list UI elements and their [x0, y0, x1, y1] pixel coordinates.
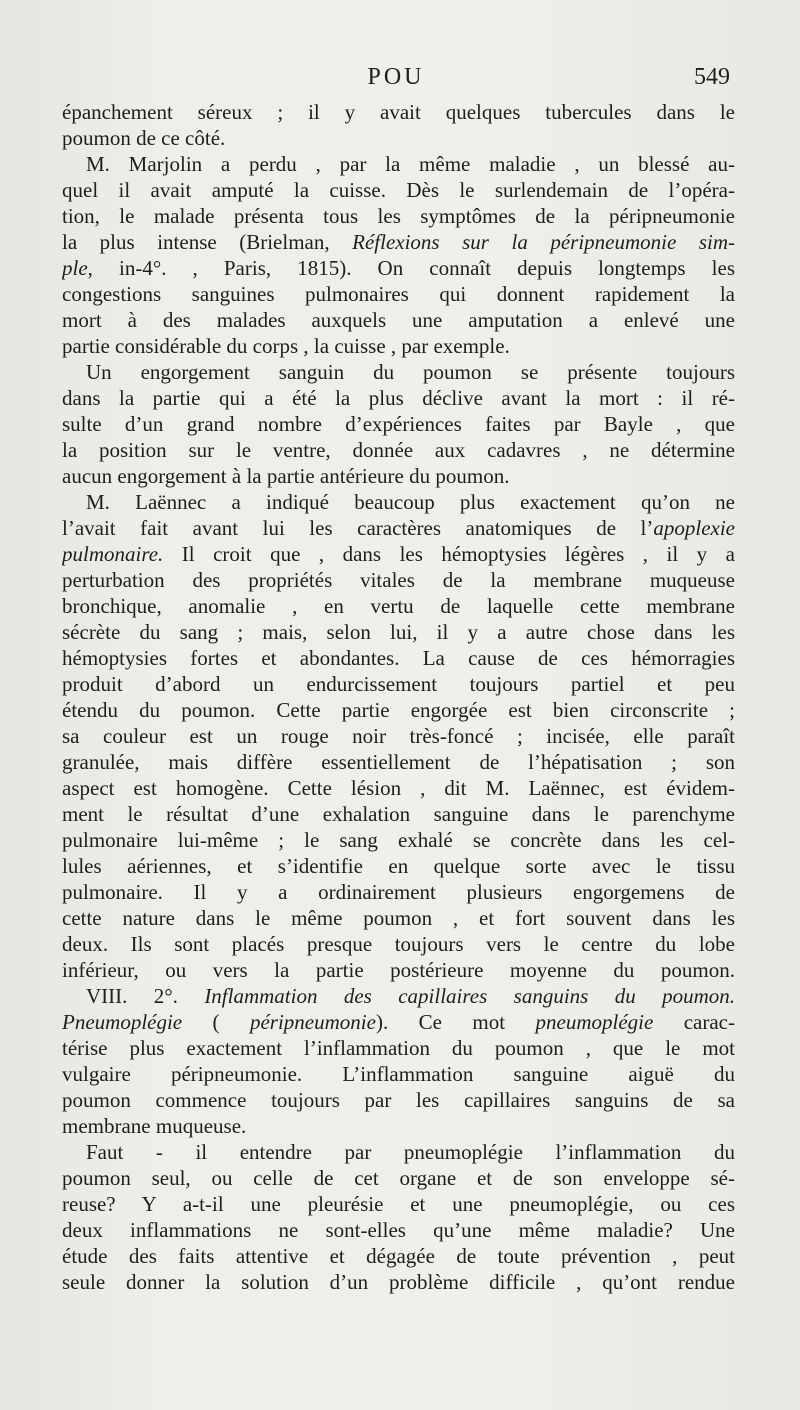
text-line	[62, 99, 735, 125]
italic-text: ple	[62, 256, 88, 280]
text-line	[62, 619, 735, 645]
text-line	[62, 775, 735, 801]
text-segment: étude des faits attentive et dégagée de toute prévention , peut	[62, 1244, 735, 1268]
italic-text: Pneumoplégie	[62, 1010, 183, 1034]
text-line	[62, 749, 735, 775]
text-segment: aucun engorgement à la partie antérieure du poumon.	[62, 464, 510, 488]
text-segment: poumon commence toujours par les capillaires sanguins de sa	[62, 1088, 735, 1112]
text-segment: perturbation des propriétés vitales de la membrane muqueuse	[62, 568, 735, 592]
text-line	[62, 333, 735, 359]
text-segment: épanchement séreux ; il y avait quelques tubercules dans le	[62, 100, 735, 124]
text-segment: quel il avait amputé la cuisse. Dès le surlendemain de l’opéra-	[62, 178, 735, 202]
text-line	[62, 255, 735, 281]
text-segment: la plus intense (Brielman,	[62, 230, 353, 254]
body-text	[62, 99, 735, 1295]
text-segment: tion, le malade présenta tous les symptômes de la péripneumonie	[62, 204, 735, 228]
italic-text: pneumoplégie	[535, 1010, 654, 1034]
text-segment: hémoptysies fortes et abondantes. La cause de ces hémorragies	[62, 646, 735, 670]
text-line	[62, 1009, 735, 1035]
text-line	[62, 983, 735, 1009]
text-line	[62, 1035, 735, 1061]
italic-text: apoplexie	[653, 516, 735, 540]
page-number: 549	[694, 64, 730, 90]
text-line	[62, 723, 735, 749]
text-line	[62, 1087, 735, 1113]
text-line	[62, 879, 735, 905]
running-head: POU	[367, 64, 425, 90]
text-line	[62, 1113, 735, 1139]
italic-text: Réflexions sur la péripneumonie sim-	[352, 230, 735, 254]
text-segment: VIII. 2°.	[86, 984, 205, 1008]
text-segment: aspect est homogène. Cette lésion , dit M. Laënnec, est évidem-	[62, 776, 735, 800]
text-line	[62, 1139, 735, 1165]
text-line	[62, 515, 735, 541]
text-segment: carac-	[653, 1010, 735, 1034]
text-line	[62, 359, 735, 385]
italic-text: pulmonaire.	[62, 542, 164, 566]
text-segment: Un engorgement sanguin du poumon se présente toujours	[86, 360, 735, 384]
text-segment: poumon de ce côté.	[62, 126, 226, 150]
text-segment: congestions sanguines pulmonaires qui donnent rapidement la	[62, 282, 735, 306]
text-segment: mort à des malades auxquels une amputation a enlevé une	[62, 308, 735, 332]
text-segment: bronchique, anomalie , en vertu de laquelle cette membrane	[62, 594, 735, 618]
text-segment: térise plus exactement l’inflammation du poumon , que le mot	[62, 1036, 735, 1060]
text-segment: pulmonaire lui-même ; le sang exhalé se concrète dans les cel-	[62, 828, 735, 852]
text-segment: poumon seul, ou celle de cet organe et de son enveloppe sé-	[62, 1166, 735, 1190]
text-line	[62, 671, 735, 697]
text-segment: granulée, mais diffère essentiellement de l’hépatisation ; son	[62, 750, 735, 774]
text-line	[62, 1269, 735, 1295]
text-segment: cette nature dans le même poumon , et fort souvent dans les	[62, 906, 735, 930]
text-line	[62, 567, 735, 593]
text-line	[62, 203, 735, 229]
text-segment: sécrète du sang ; mais, selon lui, il y a autre chose dans les	[62, 620, 735, 644]
text-line	[62, 853, 735, 879]
italic-text: Inflammation des capillaires sanguins du poumon.	[204, 984, 735, 1008]
text-segment: ment le résultat d’une exhalation sanguine dans le parenchyme	[62, 802, 735, 826]
text-segment: (	[182, 1010, 250, 1034]
text-segment: M. Marjolin a perdu , par la même maladie , un blessé au-	[86, 152, 735, 176]
text-segment: produit d’abord un endurcissement toujours partiel et peu	[62, 672, 735, 696]
text-segment: sa couleur est un rouge noir très-foncé ; incisée, elle paraît	[62, 724, 735, 748]
text-line	[62, 385, 735, 411]
text-line	[62, 801, 735, 827]
text-line	[62, 593, 735, 619]
text-segment: vulgaire péripneumonie. L’inflammation sanguine aiguë du	[62, 1062, 735, 1086]
text-segment: reuse? Y a-t-il une pleurésie et une pneumoplégie, ou ces	[62, 1192, 735, 1216]
text-line	[62, 541, 735, 567]
text-line	[62, 1191, 735, 1217]
text-line	[62, 281, 735, 307]
text-segment: lules aériennes, et s’identifie en quelque sorte avec le tissu	[62, 854, 735, 878]
text-segment: l’avait fait avant lui les caractères anatomiques de l’	[62, 516, 654, 540]
text-segment: membrane muqueuse.	[62, 1114, 247, 1138]
text-line	[62, 697, 735, 723]
text-segment: seule donner la solution d’un problème difficile , qu’ont rendue	[62, 1270, 735, 1294]
text-segment: sulte d’un grand nombre d’expériences faites par Bayle , que	[62, 412, 735, 436]
text-segment: inférieur, ou vers la partie postérieure moyenne du poumon.	[62, 958, 735, 982]
text-segment: , in-4°. , Paris, 1815). On connaît depuis longtemps les	[87, 256, 735, 280]
text-line	[62, 463, 735, 489]
italic-text: péripneumonie	[249, 1010, 376, 1034]
text-segment: étendu du poumon. Cette partie engorgée est bien circonscrite ;	[62, 698, 735, 722]
text-segment: ). Ce mot	[375, 1010, 536, 1034]
text-line	[62, 957, 735, 983]
text-line	[62, 905, 735, 931]
text-segment: dans la partie qui a été la plus déclive avant la mort : il ré-	[62, 386, 735, 410]
text-line	[62, 151, 735, 177]
text-segment: partie considérable du corps , la cuisse , par exemple.	[62, 334, 510, 358]
text-line	[62, 489, 735, 515]
text-segment: deux. Ils sont placés presque toujours vers le centre du lobe	[62, 932, 735, 956]
page-header	[62, 62, 730, 92]
text-line	[62, 931, 735, 957]
text-line	[62, 1061, 735, 1087]
text-line	[62, 1217, 735, 1243]
text-segment: la position sur le ventre, donnée aux cadavres , ne détermine	[62, 438, 735, 462]
text-line	[62, 1243, 735, 1269]
text-line	[62, 307, 735, 333]
text-line	[62, 411, 735, 437]
text-line	[62, 645, 735, 671]
text-segment: M. Laënnec a indiqué beaucoup plus exactement qu’on ne	[86, 490, 735, 514]
text-line	[62, 1165, 735, 1191]
text-line	[62, 125, 735, 151]
text-segment: Faut - il entendre par pneumoplégie l’inflammation du	[86, 1140, 735, 1164]
text-line	[62, 827, 735, 853]
text-segment: deux inflammations ne sont-elles qu’une même maladie? Une	[62, 1218, 735, 1242]
text-line	[62, 437, 735, 463]
text-line	[62, 177, 735, 203]
text-line	[62, 229, 735, 255]
text-segment: Il croit que , dans les hémoptysies légères , il y a	[163, 542, 735, 566]
text-segment: pulmonaire. Il y a ordinairement plusieurs engorgemens de	[62, 880, 735, 904]
